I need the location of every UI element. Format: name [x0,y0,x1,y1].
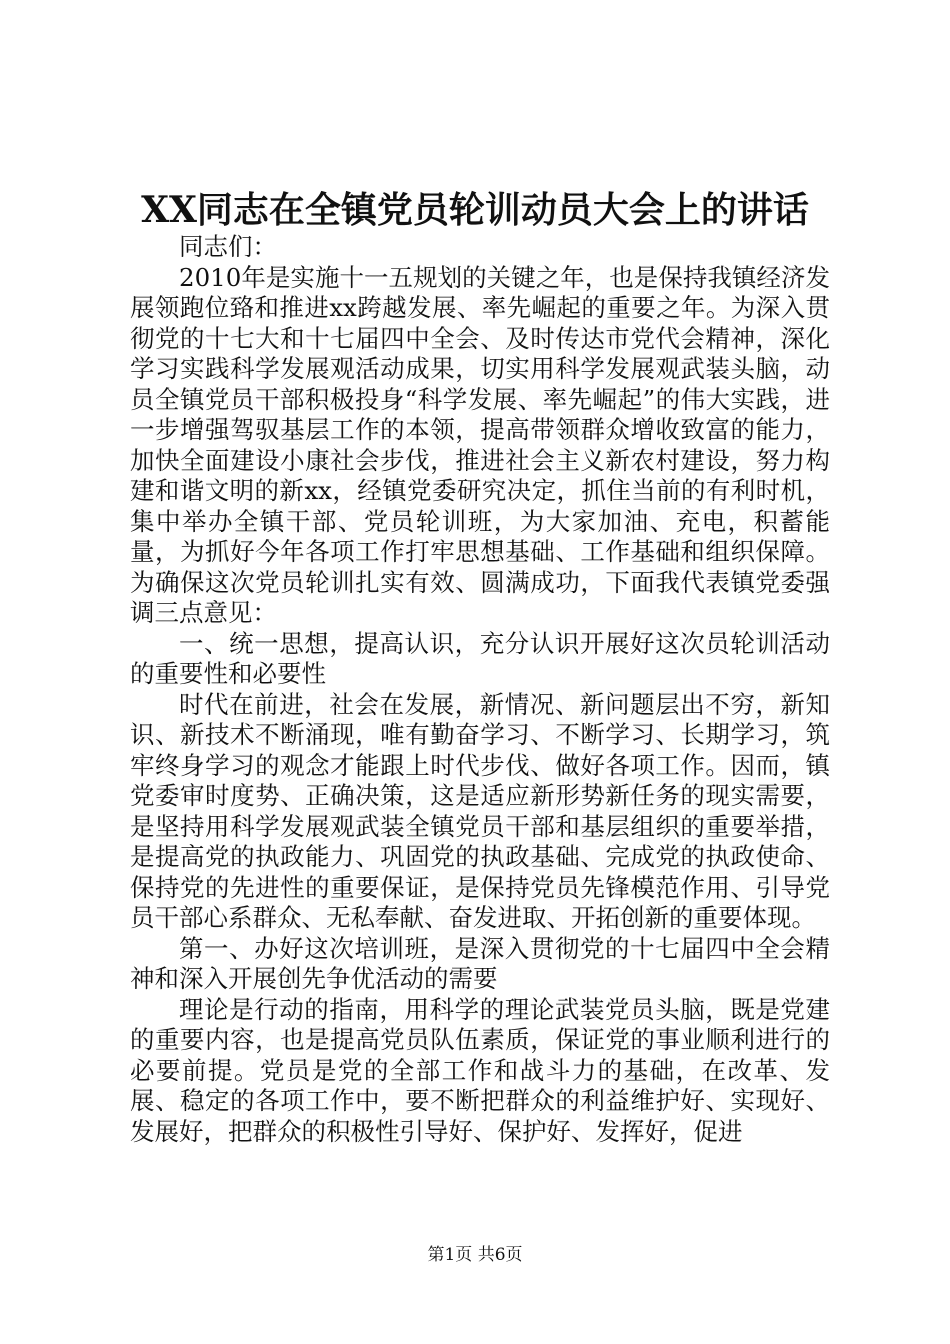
page-number-footer: 第1页 共6页 [427,1245,523,1265]
document-body [130,232,830,1147]
heading-section-1: 一、统一思想，提高认识，充分认识开展好这次员轮训活动的重要性和必要性 [130,628,830,688]
paragraph-times: 时代在前进，社会在发展，新情况、新问题层出不穷，新知识、新技术不断涌现，唯有勤奋学习、不断学习、长期学习，筑牢终身学习的观念才能跟上时代步伐、做好各项工作。因而，镇党委审时度势、正确决策，这是适应新形势新任务的现实需要，是坚持用科学发展观武装全镇党员干部和基层组织的重要举措，是提高党的执政能力、巩固党的执政基础、完成党的执政使命、保持党的先进性的重要保证，是保持党员先锋模范作用、引导党员干部心系群众、无私奉献、奋发进取、开拓创新的重要体现。 [130,689,830,932]
salutation: 同志们： [179,232,277,261]
paragraph-theory: 理论是行动的指南，用科学的理论武装党员头脑，既是党建的重要内容，也是提高党员队伍素质，保证党的事业顺利进行的必要前提。党员是党的全部工作和战斗力的基础，在改革、发展、稳定的各项工作中，要不断把群众的利益维护好、实现好、发展好，把群众的积极性引导好、保护好、发挥好，促进 [130,994,830,1146]
paragraph-intro: 2010年是实施十一五规划的关键之年，也是保持我镇经济发展领跑位臵和推进xx跨越发展、率先崛起的重要之年。为深入贯彻党的十七大和十七届四中全会、及时传达市党代会精神，深化学习实践科学发展观活动成果，切实用科学发展观武装头脑，动员全镇党员干部积极投身“科学发展、率先崛起”的伟大实践，进一步增强驾驭基层工作的本领，提高带领群众增收致富的能力，加快全面建设小康社会步伐，推进社会主义新农村建设，努力构建和谐文明的新xx，经镇党委研究决定，抓住当前的有利时机，集中举办全镇干部、党员轮训班，为大家加油、充电，积蓄能量，为抓好今年各项工作打牢思想基础、工作基础和组织保障。为确保这次党员轮训扎实有效、圆满成功，下面我代表镇党委强调三点意见： [130,262,830,627]
heading-point-1: 第一、办好这次培训班，是深入贯彻党的十七届四中全会精神和深入开展创先争优活动的需要 [130,933,830,993]
document-title: XX同志在全镇党员轮训动员大会上的讲话 [141,189,809,231]
